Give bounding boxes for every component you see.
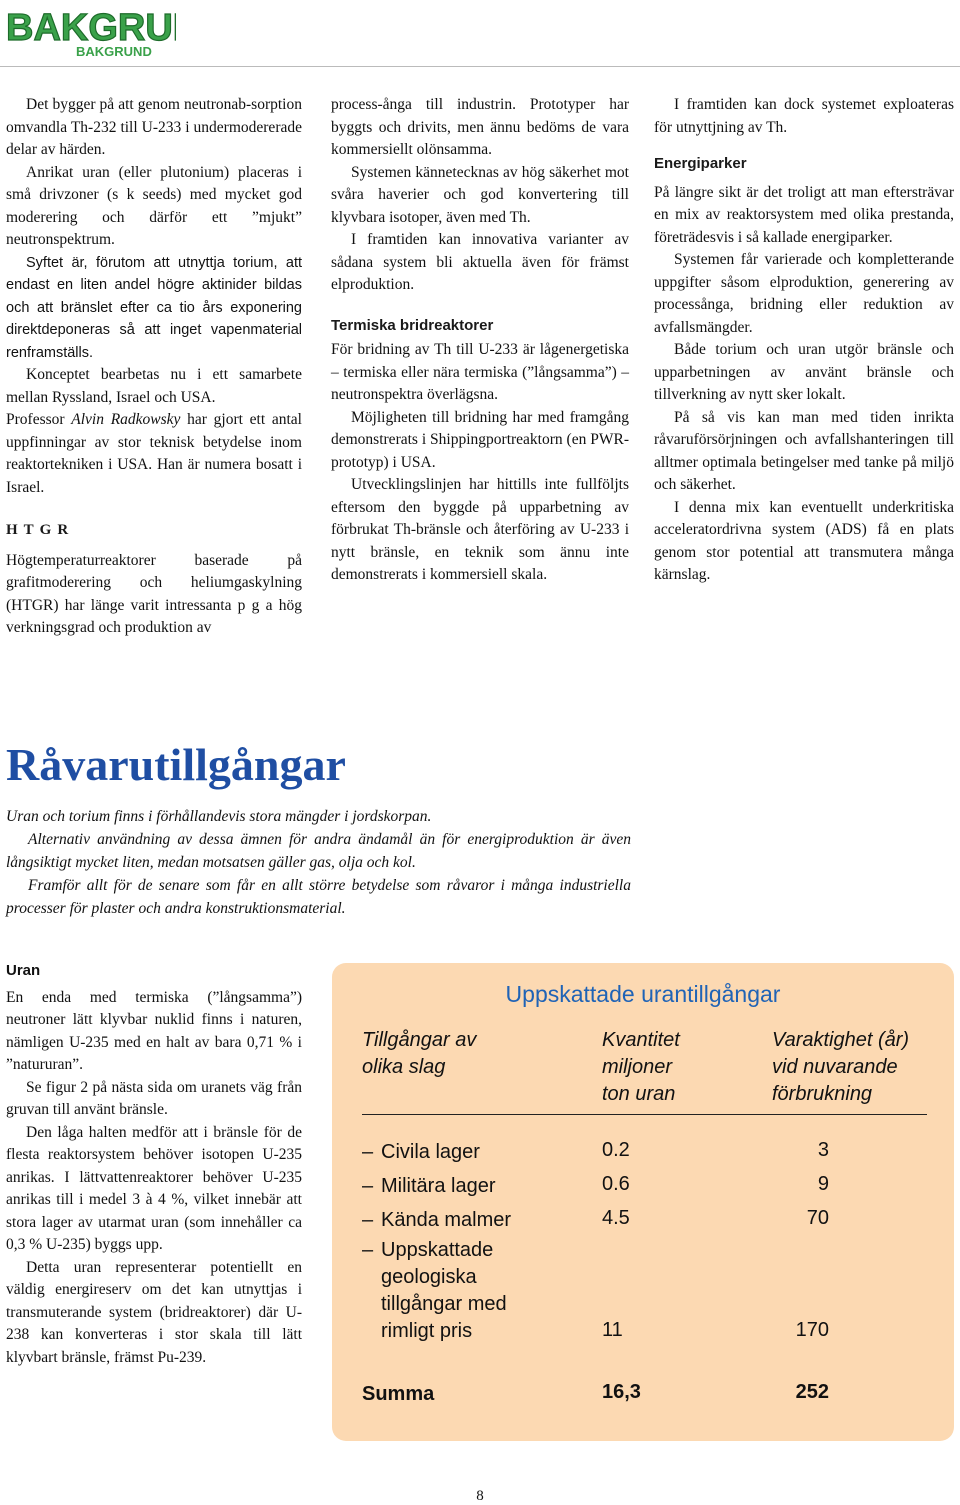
header-resource-type xyxy=(362,1027,476,1081)
row-label: Civila lager xyxy=(381,1141,480,1163)
paragraph: I framtiden kan dock systemet exploateras för utnyttjning av Th. xyxy=(654,96,954,136)
row-label-cell xyxy=(362,1207,592,1234)
header-line: vid nuvarande xyxy=(772,1056,898,1078)
sum-label: Summa xyxy=(362,1383,435,1405)
header-line: förbrukning xyxy=(772,1083,873,1105)
uran-heading: Uran xyxy=(6,962,41,979)
paragraph: På så vis kan man med tiden inrikta råvaruförsörjningen och avfallshanteringen till alltmer optimala betingelser med tanke på miljö och säkerhet. xyxy=(654,408,954,493)
paragraph: I framtiden kan innovativa varianter av sådana system bli aktuella även för främst elproduktion. xyxy=(331,231,629,293)
header-line: ton uran xyxy=(602,1083,676,1105)
paragraph: Utvecklingslinjen har hittills inte fullföljts eftersom den byggde på upparbetning av förbrukat Th-bränsle och återföring av U-233 i nytt bränsle, en teknik som ännu inte demonstrerats i kommersiell skala. xyxy=(331,476,629,583)
header-quantity xyxy=(602,1027,680,1108)
header-rule xyxy=(0,66,960,67)
header-line: Kvantitet xyxy=(602,1029,680,1051)
paragraph: För bridning av Th till U-233 är lågenergetiska – termiska eller nära termiska (”långsamma”) – neutronspektra överlägsna. xyxy=(331,341,629,403)
paragraph: Konceptet bearbetas nu i ett samarbete mellan Ryssland, Israel och USA. xyxy=(6,366,302,406)
paragraph: I denna mix kan eventuellt underkritiska acceleratordrivna system (ADS) få en plats genom stor potential att transmutera många kärnslag. xyxy=(654,498,954,583)
htgr-heading: HTGR xyxy=(6,522,75,538)
header-line: Varaktighet (år) xyxy=(772,1029,910,1051)
intro-paragraph: Framför allt för de senare som får en allt större betydelse som råvaror i många industriella processer för plaster och andra konstruktionsmaterial. xyxy=(6,877,631,917)
professor-paragraph xyxy=(6,409,302,499)
paragraph: Högtemperaturreaktorer baserade på grafitmoderering och heliumgaskylning (HTGR) har länge varit intressanta p g a hög verkningsgrad och produktion av xyxy=(6,551,302,636)
row-quantity: 0.6 xyxy=(602,1173,630,1195)
paragraph: Både torium och uran utgör bränsle och upparbetningen av använt bränsle och tillverkning av nytt sker lokalt. xyxy=(654,341,954,403)
bakgrund-logo xyxy=(4,2,176,60)
paragraph: Se figur 2 på nästa sida om uranets väg från gruvan till använt bränsle. xyxy=(6,1078,302,1118)
svg-text:BAKGRUND: BAKGRU xyxy=(6,7,173,49)
row-years: 9 xyxy=(817,1173,829,1195)
page-number: 8 xyxy=(476,1488,484,1504)
paragraph: Systemen kännetecknas av hög säkerhet mot svåra haverier och god konvertering till klyvbara isotoper, även med Th. xyxy=(331,163,629,226)
row-quantity: 0.2 xyxy=(602,1139,630,1161)
intro-paragraph: Uran och torium finns i förhållandevis stora mängder i jordskorpan. xyxy=(6,808,432,825)
uran-section xyxy=(6,960,302,1369)
row-quantity: 4.5 xyxy=(602,1207,630,1229)
paragraph: Den låga halten medför att i bränsle för de flesta reaktorsystem behöver isotopen U-235 anrikas. I lättvattenreaktorer behöver U-235 anrikas till i medel 3 à 4 %, vilket innebär att stora lager av utarmat uran (som innehåller ca 0,3 % U-235) byggs upp. xyxy=(6,1123,302,1253)
dash: – xyxy=(362,1209,374,1231)
paragraph: Anrikat uran (eller plutonium) placeras i små drivzoner (s k seeds) med mycket god moderering och därför ett ”mjukt” neutronspektrum. xyxy=(6,163,302,248)
header-line: Tillgångar av xyxy=(362,1029,477,1051)
uranium-resources-box xyxy=(332,963,954,1441)
section-heading: Råvarutillgångar xyxy=(6,739,346,790)
header-line: miljoner xyxy=(602,1056,673,1078)
section-intro xyxy=(6,805,631,920)
paragraph: Systemen får varierade och kompletterande uppgifter såsom elproduktion, generering av processånga, bridning eller reduktion av avfallsmängder. xyxy=(654,251,954,336)
intro-paragraph: Alternativ användning av dessa ämnen för andra ändamål än för energiproduktion är även långsiktigt mycket liten, medan motsatsen gäller gas, olja och kol. xyxy=(6,831,631,871)
professor-name: Alvin Radkowsky xyxy=(71,411,181,428)
row-label: Militära lager xyxy=(381,1175,496,1197)
text: Professor xyxy=(6,411,72,428)
table-rule xyxy=(362,1114,927,1115)
row-quantity: 11 xyxy=(602,1319,623,1341)
dash: – xyxy=(362,1141,374,1163)
paragraph: En enda med termiska (”långsamma”) neutroner lätt klyvbar nuklid finns i naturen, nämligen U-235 med en halt av bara 0,71 % i ”natururan”. xyxy=(6,988,302,1073)
text: har gjort ett antal uppfinningar av stor teknisk betydelse inom reaktortekniken i USA. Han är numera bosatt i Israel. xyxy=(6,411,302,496)
row-label: Uppskattade geologiska tillgångar med rimligt pris xyxy=(381,1239,507,1342)
header-line: olika slag xyxy=(362,1056,446,1078)
paragraph: Möjligheten till bridning har med framgång demonstrerats i Shippingportreaktorn (en PWR-prototyp) i USA. xyxy=(331,408,629,471)
paragraph: Syftet är, förutom att utnyttja torium, att endast en liten andel högre aktinider bildas och att bränslet efter ca tio års exponering direktdeponeras så att inget vapenmaterial renframställs. xyxy=(6,254,302,361)
paragraph: Detta uran representerar potentiellt en väldig energireserv om det kan utnyttjas i transmuterande system (bridreaktorer) där U-238 kan konverteras i stor skala till lätt klyvbart bränsle, främst Pu-239. xyxy=(6,1258,302,1366)
svg-text:BAKGRUND: BAKGRUND xyxy=(76,44,152,59)
row-label-cell xyxy=(362,1237,592,1345)
subheading-termiska: Termiska bridreaktorer xyxy=(331,316,494,334)
header-duration xyxy=(772,1027,909,1108)
column-3 xyxy=(654,94,954,587)
paragraph: Det bygger på att genom neutronab-sorption omvandla Th-232 till U-233 i undermodererade delar av härden. xyxy=(6,96,302,158)
row-label-cell xyxy=(362,1139,592,1166)
row-years: 170 xyxy=(795,1319,829,1341)
paragraph: process-ånga till industrin. Prototyper har byggts och drivits, men ännu bedöms de vara kommersiellt olönsamma. xyxy=(331,96,629,158)
row-years: 70 xyxy=(806,1207,829,1229)
row-years: 3 xyxy=(817,1139,829,1161)
column-2 xyxy=(331,94,629,587)
box-title: Uppskattade urantillgångar xyxy=(505,981,781,1007)
row-label-cell xyxy=(362,1173,592,1200)
dash: – xyxy=(362,1175,374,1197)
subheading-energiparker: Energiparker xyxy=(654,155,747,172)
paragraph: På längre sikt är det troligt att man eftersträvar en mix av reaktorsystem med olika prestanda, företrädesvis i så kallade energiparker. xyxy=(654,183,954,246)
dash: – xyxy=(362,1239,374,1261)
column-1 xyxy=(6,94,302,640)
row-label: Kända malmer xyxy=(381,1209,512,1231)
sum-years: 252 xyxy=(795,1381,829,1403)
sum-quantity: 16,3 xyxy=(602,1381,641,1403)
